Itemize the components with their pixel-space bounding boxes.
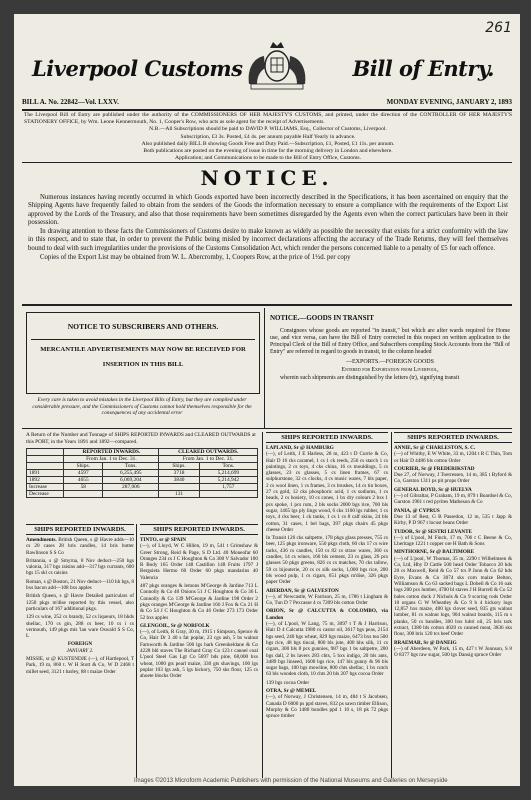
table-row: 1891 4597 6,255,495 3718 5,214,699: [27, 470, 258, 477]
transit-title: NOTICE.—GOODS IN TRANSIT: [270, 314, 374, 322]
notice-paragraph: Copies of the Export List may be obtained from W. L. Abercromby, 1, Coopers Row, at the price of 1½d. per copy: [40, 254, 351, 262]
col-ships: Ships.: [64, 463, 103, 470]
imprint-line: N.B.—All Subscriptions should be paid to DAVID P. WILLIAMS, Esq., Collector of Customs, Liverpool.: [149, 126, 387, 133]
issue-date: MONDAY EVENING, JANUARY 2, 1893: [386, 98, 512, 106]
masthead: [22, 34, 512, 94]
list-item: MINTHORNE, Sr @ BALTIMORE (—) of L'pool, W Thomas, 35 m, 2290 t Wilhelmsen & Co, Ltd, Hby D Cattle 500 head Order Tobacco 20 hds 20 cs Maxwell, Reid & Co 57 tcs P Jonn & Co 62 hds Eyre, Evans & Co 3074 sks corn maize Belton, Williamson & Co 63 sacked bags L Dobell & Co 16 oak logs 200 pcs lumber, 4700 bl staves J H Burrell & Co 52 bales cotton duck J Nichols & Co 9 scoring rods Order 10 organs G W Wheatley & Co 9 b 4 hickory logs 12,857 bxs maize, 400 lgs clover seed, 835 gts walnut lumber, 81 cs walnut logs, 904 walnut boards, 115 m s planks, 50 cs bandles, 300 bxs lubri oil, 25 bris tark extract, 1380 bls cotton 4020 cs canned meat, 3836 sks flour, 300 bris 120 tcs beef Order: [394, 549, 512, 638]
table-corner: [27, 449, 64, 456]
return-caption: A Return of the Number and Tonnage of SHIPS REPORTED INWARDS and CLEARED OUTWARDS at this PORT, in the Years 1891 and 1892—compared.: [26, 432, 256, 445]
divider: [22, 304, 512, 306]
imprint: [24, 112, 512, 162]
table-row: Decrease 131: [27, 491, 258, 498]
notice-paragraph: In drawing attention to these facts the Commissioners of Customs desire to make known as widely as possible the necessity that exists for a strict conformity with the law in this respect, and to state that, in order to prevent the Public being misled by incorrect declarations affecting the accuracy of the Trade Returns, they will feel themselves bound to deal with such irregularities under the provisions of the Customs Consolidation Act, which render the persons concerned liable to a penalty of £5 for each offence.: [28, 228, 508, 252]
period-cell: From Jan. 1 to Dec. 31.: [64, 456, 159, 463]
col-tons: Tons.: [103, 463, 159, 470]
list-item: 129 cs wine, 252 cs brandy, 52 cs liqueurs, 18 hhds shellac, 170 cs gin, 288 cs beer, 10 cs i cs vermouth, 149 pkgs mis 'lan ware Oswald S S Co, L: [26, 614, 134, 640]
list-item: BRAEMAR, Sr @ DANEIG (—) of Aberdeen, W Park, 15 m, 427 t W Jonnson, S 8 O 8377 bgs raw sugar, 500 lgs Dansig spruce Order: [394, 639, 512, 659]
column-heading: SHIPS REPORTED INWARDS.: [394, 432, 512, 443]
list-item: COURIER, Sr @ FREDERIKSTAD Due 27, of Norway, J Toerressen, 14 m, 385 t Byford & Co, Garston 1311 ps pit props Order: [394, 465, 512, 485]
list-item: ABERDAN, Sr @ GALVESTON (—), of Newcastle, W Farrison, 25 m, 1786 t Lingham & Co, Tun D 7 Pexcasse 4 cs 7209 bls cotton Order: [266, 587, 388, 607]
list-item: ANNIE, Sr @ CHARLESTON, S. C. (—) of Whitby, E W White, 33 m, 1204 t R C Thin, Tom or Hair D 4486 bls cotton Order: [394, 445, 512, 464]
column-divider: [391, 432, 392, 778]
imprint-line: Application; and Communications to be made to the Bill of Entry Office, Customs.: [174, 155, 362, 162]
column-1: [26, 524, 134, 778]
list-item: 487 pkgs oranges & lemons M'George & Jardine 713 L Connolly & Co 40 Onions 51 J C Houghton & Co 36 L Connolly & Co 139 M'George & Jardine 198 Order 2 pkgs oranges M'George & Jardine 166 J Fox & Co 21 H & Co 54 J C Houghton & Co 46 Order 273 173 Order 52 bxs apples: [140, 583, 258, 621]
bill-number: BILL A. No. 22842—Vol. LXXV.: [22, 98, 119, 106]
imprint-line: The Liverpool Bill of Entry are published under the authority of the COMMISSIONERS OF HER MAJESTY'S CUSTOMS, and printed, under the direction of the CONTROLLER OF HER MAJESTY'S STATIONERY OFFICE, by Wm. Leone Kennermouth, No. 1, Cooper's Row, who acts as sole agent for the receipt of Advertisements.: [24, 112, 512, 126]
col-ships: Ships.: [159, 463, 199, 470]
divider: [22, 162, 512, 163]
list-item: ORION, Sr @ CALCUTTA & COLOMBO, via London (—), of L'pool, W Lang, 75 m, 3097 t T & J Harrison, Hair D 4 Calcutta 1980 cs castor oil, 3617 bgs peas, 2154 bgs seed, 240 bgs wheat, 829 bgs maize, 6473 bxs tea 500 bgs rice, 48 bgs tincal, 800 bls jute, 400 hhs silk, 11 cs cigars, 300 bls 8 pcs gunnies, 987 bgs 1 bs saltpetre, 200 bgs dall, 2 bs lavers 283 chts, 5 bxs indigo, 20 bls ants, 3489 bgs linseed, 1600 bgs rice, 147 bls gunny & 96 bls sugar bags, 100 bgs mowline, 800 chts shellac, 1 bx cutch 63 bls wooden cloth, 10 chts 20 bls 207 bgs cocoa Order: [266, 608, 388, 678]
list-item: LAPLAND, Sr @ HAMBURG (—), of Leith, J E Harless, 28 m, 423 t D Currie & Co, Hair D 16 cks caramel, 1 cs 1 ck reeds, 256 cs starch 1 cs paintings, 2 cs toys, 4 cks china, 16 cs mouldings, 5 cs glasses, 23 cs glasses, 5 cs linen frames, 67 cs sulphurstone, 32 cs clocks, 4 cs music wares, 7 bls paper, 2 cs wool linen, 1 cs frames, 3 cs brushes, 14 cs tin boxes, 27 cs gold, 12 cks phosphoric acid, 1 cs sodiums, 1 cs beads, 2 cs hosiery, 10 cs cones, 1 bx dry colours 2 bxs 1 pcs spoke, 1 pcs rum, 2 bls socks 2000 bgs rice, 700 bls sugar, 1465 lgs ply lings wood, 6 cks 1100 lgs rubber, 1 cs toys, 4 cks beer, 1 ck tanks, 1 cs 1 cs 8 calf skins, 24 bls cotton, 31 cases, 1 bel bags, 397 pkgs chairs 45 pkgs cheese Order: [266, 445, 388, 533]
list-item: GENERAL BOYD, Sr @ HUELVA (—) of Gibraltar, P Graham, 19 m, 879 t Boardsel & Co, Garston 1901 t red pyrites Matheson & Co: [394, 486, 512, 506]
royal-coat-of-arms-icon: [237, 34, 317, 92]
notice-title: NOTICE.: [200, 166, 334, 190]
divider: [22, 109, 512, 111]
column-heading: SHIPS REPORTED INWARDS.: [140, 524, 258, 535]
column-4: [394, 432, 512, 778]
return-table: [26, 448, 258, 498]
copyright-footer: Images ©2013 Microform Academic Publishers with permission of the National Museums and Galleries on Merseyside: [134, 778, 448, 784]
imprint-line: Also published daily BILL B showing Goods Free and Duty Paid.—Subscription, £1, Posted, £1 11s. per annum.: [141, 140, 395, 147]
list-item: GLENGOIL, Sr @ NORFOLK (—), of Leith, R Gray, 30 m, 1915 t Simpson, Spence & Co, Hair Dr 3 40 s fat poplar, 23 cgs ash, 5 bs walnut Farnworth & Jardine 500 lgs bark Greenheldane & Co 4228 bbl staves The Richard Gray Co 123 t cannel coal L'pool Steel Gas Lgt Co 5697 bds pine, 68,000 bxs wheat, 1000 gts pearl maize, 330 gts shavings, 100 lgs poplar 103 lgs ash, 5 lgs hickory, 750 sks flour, 125 cs ahoete blocks Order: [140, 622, 258, 680]
column-divider: [264, 308, 265, 428]
subscribers-notice-box: [26, 312, 260, 394]
list-item: PANIA, @ CYPRUS Due 13 of Rest, G B Passedon, 12 m, 535 t Japp & Kirby, P D 967 t locust beans Order: [394, 507, 512, 527]
table-corner: [27, 456, 64, 463]
transit-sub: wherein such shipments are distinguished by the letters (tr), signifying transit: [280, 375, 460, 381]
title-liverpool-customs: Liverpool Customs: [32, 56, 243, 81]
column-heading: SHIPS REPORTED INWARDS.: [266, 432, 388, 443]
disclaimer: Every care is taken to avoid mistakes in the Liverpool Bills of Entry, but they are compiled under considerable pressure, and the Commissioners of Customs cannot hold themselves responsible for the consequences of any accidental error: [32, 397, 252, 417]
table-row: 1892 4655 6,069,204 3840 5,214,942: [27, 477, 258, 484]
newspaper-page: [14, 14, 520, 786]
subscribers-title: NOTICE TO SUBSCRIBERS AND OTHERS.: [67, 322, 219, 331]
transit-notice: [270, 314, 510, 381]
list-item: In Transit 126 cks saltpetre, 178 pkgs glass presses, 755 cs beer, 125 pkgs ironware, 550 pkgs cloth, 60 cks 17 cs wire tacks, 436 cs candles, 150 cs 82 cs straw wares, 360 cs candles, 14 cs wines, 160 bls cement, 23 cs glass, 26 pcs glasses 50 pkgs greens, 826 cs cs matches, 70 cks tallow, 59 cs bijouterie, 20 cs cs silk socks, 1,000 bgs rice, 200 bls wood pulp, 1 cs cigars, 651 pkgs m'dise, 326 pkgs paper Order: [266, 535, 388, 586]
transit-sub: —EXPORTS.—FOREIGN GOODS: [346, 359, 434, 365]
notice-paragraph: Numerous instances having recently occurred in which Goods exported have been incorrectly described in the Specifications, it has been ascertained on enquiry that the Shipping Agents have frequently failed to obtain from the senders of the Goods the information necessary to ensure a compliance with the requirements of the Export List approved by the Lords of the Treasury, and also that those requirements have been sometimes disregarded by the Agents even when the correct particulars have been in their possession.: [28, 194, 508, 226]
table-corner: [27, 463, 64, 470]
imprint-line: Both publications are posted on the evening of issue in time for the morning delivery in London and elsewhere.: [143, 148, 393, 155]
list-item: 139 bgs cocoa Order: [266, 679, 310, 686]
th-reported: REPORTED INWARDS.: [64, 449, 159, 456]
handwritten-page-number: 261: [485, 20, 512, 36]
imprint-line: Subscription, £3 3s. Posted, £4 4s. per annum payable Half Yearly in advance.: [180, 133, 356, 140]
column-2: [140, 524, 258, 778]
notice-body: [28, 194, 508, 263]
period-cell: From Jan. 1 to Dec. 31.: [159, 456, 258, 463]
title-bill-of-entry: Bill of Entry.: [352, 56, 494, 81]
column-heading: SHIPS REPORTED INWARDS.: [26, 524, 134, 535]
advertisements-line: MERCANTILE ADVERTISEMENTS MAY NOW BE RECEIVED FOR: [40, 346, 246, 353]
th-cleared: CLEARED OUTWARDS.: [159, 449, 258, 456]
col-tons: Tons.: [199, 463, 257, 470]
list-item: OTRA, Sr @ MEMEL (—), of Norway, J Christensen, 14 m, 484 t S Jacobsen, Canada D 6000 ps ppd staves, 832 ps sawn timber Ellison, Murphy & Co 1480 bundles ppd 1 10 s, 18 pk 72 pkgs spruce timber: [266, 687, 388, 720]
insertion-line: INSERTION IN THIS BILL: [102, 361, 184, 368]
list-item: Roman, s @ Boston, 21 Nov deduct—110 hh bgs, 8 bxs bacon add—108 bxs apples: [26, 578, 134, 592]
column-3: [266, 432, 388, 778]
column-divider: [262, 432, 263, 778]
list-item: FOREIGN JANUARY 2.: [66, 641, 94, 654]
list-item: Amendments. British Queen, s @ Havre adds—10 cs 20 cases 28 bris candles, 14 bris butter Rawlinson S S Co: [26, 537, 134, 556]
list-item: British Queen, s @ Havre Detailed particulars of 1250 pkgs m'dise reported by this vessel, also particulars of 167 additional pkgs.: [26, 593, 134, 612]
transit-sub: Entered for Exportation from Liverpool,: [341, 367, 439, 373]
divider: [22, 428, 512, 429]
table-row: Increase 58 287,006 1,757: [27, 484, 258, 491]
transit-body: Consignees whose goods are reported "in transit," but which are after wards required for Home use, and vice versa, can have the Bill of Entry corrected in this respect on written application to the Principal Clerk of the Bill of Entry Office, and Subscribers compiling Stock Accounts from the "Bill of Entry" are referred in regard to goods in transit, to the column headed: [270, 328, 510, 355]
list-item: TUDOR, Sr @ SESTRI LEVANTE (—) of L'pool, M Finch, 17 m, 706 t C Beene & Co, Lheritage 1221 t copper ore H Bath & Sons: [394, 528, 512, 548]
column-divider: [136, 524, 137, 778]
list-item: TINTO, sr @ SPAIN (—), of Lloyd, W C Hillen, 19 m, 541 t Grimshaw & Greer Strong, Reid & Page, S D Ltd. 40 Moneofar 60 Oranges 234 cs J C Houghton & Co 300 V Salvador 100 R Body 165 Order 148 Castillon 148 Fruits 1797 J Bergsieta Hermo 60 Order 60 pkgs mandarins 40 Valencia: [140, 537, 258, 581]
return-table-block: [26, 432, 258, 498]
list-item: Britannia, s @ Smyrna, 8 Nov deduct—250 bgs valonia, 317 bgs raisins add—317 bgs currants, 600 bgs 15 skl cs raisins: [26, 557, 134, 577]
list-item: MISSIE, sr @ KUSTENDJE (—), of Hartlepool, T Park, 19 m, 860 t. W H Stott & Co, W D 2468 t millet seed, 3121 t barley, 88 t maize Order: [26, 656, 134, 675]
